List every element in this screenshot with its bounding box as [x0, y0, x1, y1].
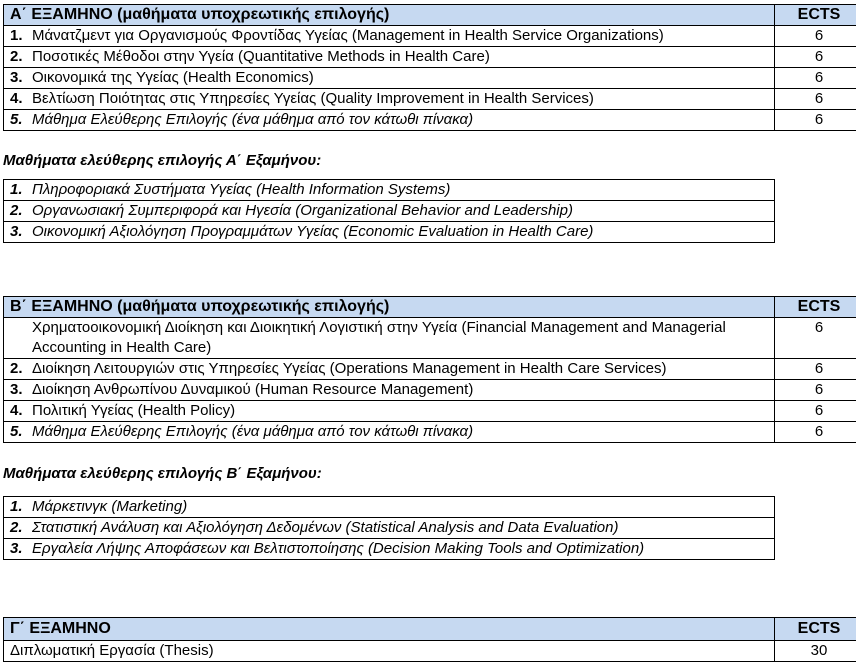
semester-a-header-row: [4, 5, 856, 26]
course-ects: 6: [775, 26, 856, 47]
course-number: 4.: [10, 402, 23, 419]
list-item: [4, 222, 775, 243]
course-number: 3.: [10, 381, 23, 398]
course-number: 3.: [10, 69, 23, 86]
course-number: 4.: [10, 90, 23, 107]
course-title: Βελτίωση Ποιότητας στις Υπηρεσίες Υγείας (Quality Improvement in Health Services): [32, 90, 594, 107]
course-ects: 6: [775, 110, 856, 131]
course-ects: 6: [775, 401, 856, 422]
table-row: [4, 401, 856, 422]
course-title: Πολιτική Υγείας (Health Policy): [32, 402, 236, 419]
course-ects: 6: [775, 422, 856, 443]
semester-c-table: [3, 617, 856, 662]
course-ects: 6: [775, 359, 856, 380]
elective-title: Μάρκετινγκ (Marketing): [32, 498, 188, 515]
course-title: Μάθημα Ελεύθερης Επιλογής (ένα μάθημα από τον κάτωθι πίνακα): [32, 423, 474, 440]
table-row: [4, 641, 856, 662]
table-row: [4, 318, 856, 359]
table-row: [4, 359, 856, 380]
course-ects: 30: [775, 641, 856, 662]
semester-b-electives-block: [3, 496, 775, 560]
semester-b-header-row: [4, 297, 856, 318]
course-ects: 6: [775, 68, 856, 89]
semester-b-title: Β΄ ΕΞΑΜΗΝΟ (μαθήματα υποχρεωτικής επιλογής): [4, 297, 775, 318]
course-number: 5.: [10, 111, 23, 128]
semester-a-title: Α΄ ΕΞΑΜΗΝΟ (μαθήματα υποχρεωτικής επιλογής): [4, 5, 775, 26]
semester-a-electives-table: [3, 179, 775, 243]
semester-a-table: [3, 4, 856, 131]
elective-number: 3.: [10, 223, 23, 240]
table-row: [4, 26, 856, 47]
course-number: 5.: [10, 423, 23, 440]
elective-number: 3.: [10, 540, 23, 557]
semester-c-header-row: [4, 618, 856, 641]
elective-title: Εργαλεία Λήψης Αποφάσεων και Βελτιστοποίησης (Decision Making Tools and Optimization): [32, 540, 645, 557]
course-number: [10, 318, 32, 338]
course-ects: 6: [775, 47, 856, 68]
table-row: [4, 89, 856, 110]
elective-title: Οικονομική Αξιολόγηση Προγραμμάτων Υγείας (Economic Evaluation in Health Care): [32, 223, 594, 240]
table-row: [4, 68, 856, 89]
semester-c-table-block: [3, 617, 856, 662]
elective-title: Στατιστική Ανάλυση και Αξιολόγηση Δεδομένων (Statistical Analysis and Data Evaluation): [32, 519, 619, 536]
table-row: [4, 110, 856, 131]
table-row: [4, 380, 856, 401]
list-item: [4, 497, 775, 518]
course-title: Μάνατζμεντ για Οργανισμούς Φροντίδας Υγείας (Management in Health Service Organizations): [32, 27, 664, 44]
course-title: Διοίκηση Ανθρωπίνου Δυναμικού (Human Resource Management): [32, 381, 474, 398]
semester-b-electives-heading: Μαθήματα ελεύθερης επιλογής Β΄ Εξαμήνου:: [3, 465, 322, 482]
semester-a-table-block: [3, 4, 856, 131]
table-row: [4, 47, 856, 68]
elective-title: Πληροφοριακά Συστήματα Υγείας (Health Information Systems): [32, 181, 451, 198]
ects-header: ECTS: [775, 618, 856, 641]
semester-b-table: [3, 296, 856, 443]
elective-number: 1.: [10, 498, 23, 515]
course-ects: 6: [775, 89, 856, 110]
ects-header: ECTS: [775, 5, 856, 26]
course-title: Οικονομικά της Υγείας (Health Economics): [32, 69, 314, 86]
table-row: [4, 422, 856, 443]
list-item: [4, 518, 775, 539]
list-item: [4, 539, 775, 560]
ects-header: ECTS: [775, 297, 856, 318]
elective-number: 2.: [10, 202, 23, 219]
course-title: Διοίκηση Λειτουργιών στις Υπηρεσίες Υγείας (Operations Management in Health Care Services): [32, 360, 667, 377]
semester-b-electives-table: [3, 496, 775, 560]
semester-c-title: Γ΄ ΕΞΑΜΗΝΟ: [4, 618, 775, 641]
semester-a-electives-heading: Μαθήματα ελεύθερης επιλογής Α΄ Εξαμήνου:: [3, 152, 322, 169]
course-ects: 6: [775, 318, 856, 359]
course-title: Μάθημα Ελεύθερης Επιλογής (ένα μάθημα από τον κάτωθι πίνακα): [32, 111, 474, 128]
list-item: [4, 180, 775, 201]
course-title: Ποσοτικές Μέθοδοι στην Υγεία (Quantitative Methods in Health Care): [32, 48, 490, 65]
course-number: 2.: [10, 48, 23, 65]
course-number: 2.: [10, 360, 23, 377]
elective-title: Οργανωσιακή Συμπεριφορά και Ηγεσία (Organizational Behavior and Leadership): [32, 202, 573, 219]
list-item: [4, 201, 775, 222]
semester-a-electives-block: [3, 179, 775, 243]
course-ects: 6: [775, 380, 856, 401]
course-title: Διπλωματική Εργασία (Thesis): [4, 641, 775, 662]
elective-number: 1.: [10, 181, 23, 198]
course-number: 1.: [10, 27, 23, 44]
course-title: Χρηματοοικονομική Διοίκηση και Διοικητική Λογιστική στην Υγεία (Financial Management and Managerial Accounting in Health Care): [32, 319, 726, 356]
elective-number: 2.: [10, 519, 23, 536]
semester-b-table-block: [3, 296, 856, 443]
